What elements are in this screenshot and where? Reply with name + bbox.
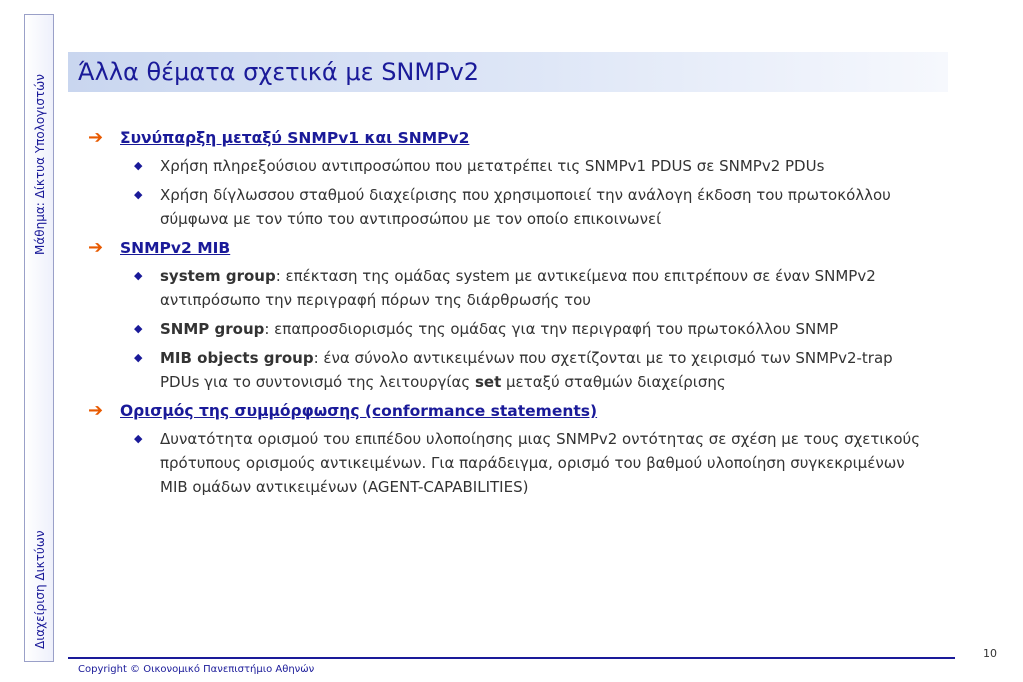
diamond-icon: ◆	[134, 159, 143, 172]
sidebar-frame	[24, 14, 54, 662]
arrow-right-icon: ➔	[88, 127, 104, 148]
list-item	[134, 427, 924, 499]
course-label: Μάθημα: Δίκτυα Υπολογιστών	[33, 74, 47, 256]
slide-content	[88, 126, 958, 504]
slide-title: Άλλα θέματα σχετικά με SNMPv2	[78, 58, 480, 86]
diamond-icon: ◆	[134, 269, 143, 282]
item-text: Χρήση πληρεξούσιου αντιπροσώπου που μετατρέπει τις SNMPv1 PDUS σε SNMPv2 PDUs	[160, 157, 825, 175]
diamond-icon: ◆	[134, 322, 143, 335]
arrow-right-icon: ➔	[88, 237, 104, 258]
section-mib	[88, 236, 958, 394]
list-item	[134, 317, 924, 341]
section-conformance	[88, 399, 958, 499]
subject-label: Διαχείριση Δικτύων	[33, 530, 47, 650]
diamond-icon: ◆	[134, 432, 143, 445]
section-coexistence	[88, 126, 958, 231]
item-term-set: set	[474, 373, 502, 391]
list-item	[134, 346, 924, 394]
item-description: : ένα σύνολο αντικειμένων που σχετίζονται με το χειρισμό των SNMPv2-trap PDUs για το συντονισμό της λειτουργίας	[160, 349, 893, 391]
section-title: SNMPv2 MIB	[120, 239, 231, 257]
section-header	[88, 236, 958, 260]
item-term: MIB objects group	[160, 349, 314, 367]
section-header	[88, 399, 958, 423]
item-description-tail: μεταξύ σταθμών διαχείρισης	[501, 373, 726, 391]
page-number: 10	[983, 647, 997, 660]
arrow-right-icon: ➔	[88, 400, 104, 421]
section-header	[88, 126, 958, 150]
item-text	[160, 346, 924, 394]
item-text	[160, 317, 838, 341]
list-item	[134, 264, 924, 312]
item-description: : επαπροσδιορισμός της ομάδας για την περιγραφή του πρωτοκόλλου SNMP	[264, 320, 839, 338]
footer-divider	[68, 657, 955, 659]
item-text: Χρήση δίγλωσσου σταθμού διαχείρισης που χρησιμοποιεί την ανάλογη έκδοση του πρωτοκόλλου σύμφωνα με τον τύπο του αντιπροσώπου με τον οποίο επικοινωνεί	[160, 186, 891, 228]
section-title: Συνύπαρξη μεταξύ SNMPv1 και SNMPv2	[120, 129, 470, 147]
list-item	[134, 183, 924, 231]
copyright-text: Copyright © Οικονομικό Πανεπιστήμιο Αθηνών	[78, 664, 315, 675]
list-item	[134, 154, 924, 178]
item-description: : επέκταση της ομάδας system με αντικείμενα που επιτρέπουν σε έναν SNMPv2 αντιπρόσωπο την περιγραφή πόρων της διάρθρωσής του	[160, 267, 876, 309]
section-title: Ορισμός της συμμόρφωσης (conformance statements)	[120, 402, 598, 420]
item-text: Δυνατότητα ορισμού του επιπέδου υλοποίησης μιας SNMPv2 οντότητας σε σχέση με τους σχετικούς πρότυπους ορισμούς αντικειμένων. Για παράδειγμα, ορισμό του βαθμού υλοποίηση συγκεκριμένων MIB ομάδων αντικειμένων (AGENT-CAPABILITIES)	[160, 430, 921, 496]
diamond-icon: ◆	[134, 351, 143, 364]
item-term: system group	[160, 267, 276, 285]
diamond-icon: ◆	[134, 188, 143, 201]
item-text	[160, 264, 924, 312]
item-term: SNMP group	[160, 320, 265, 338]
